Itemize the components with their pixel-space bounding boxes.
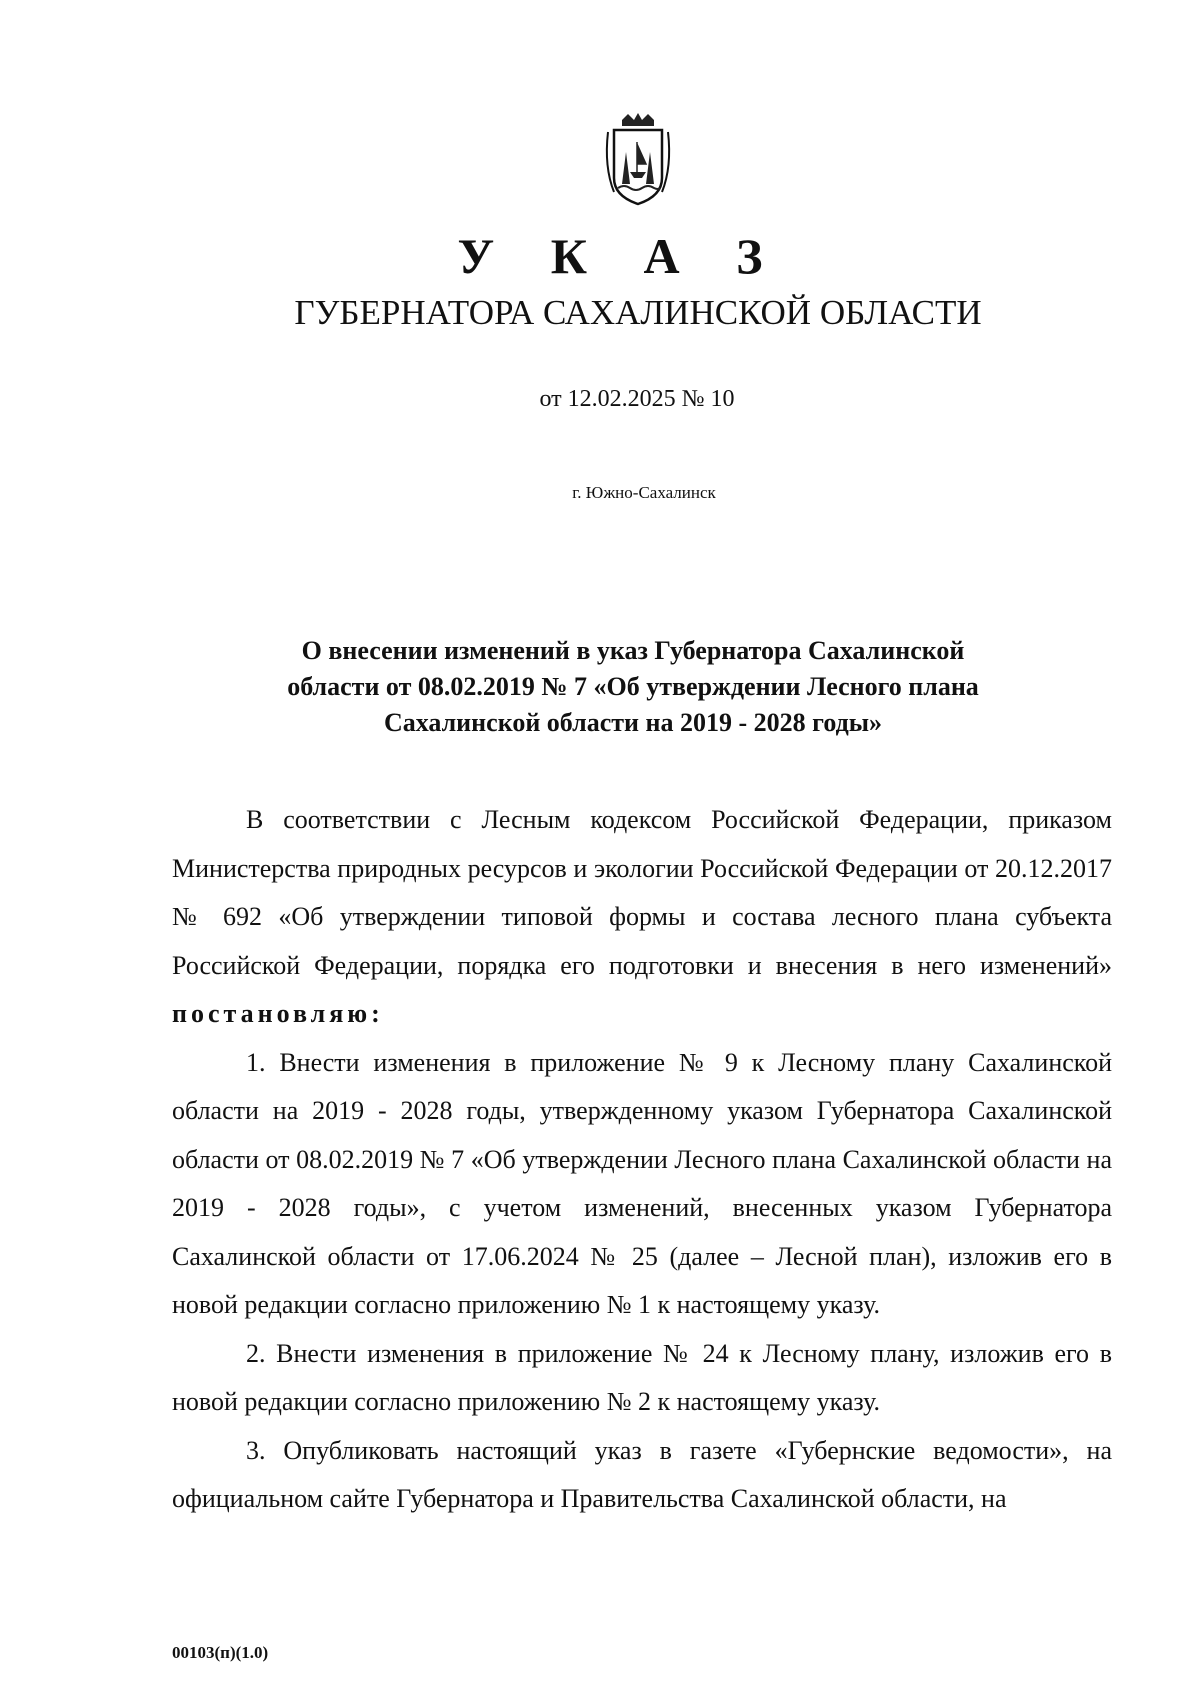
city-line: г. Южно-Сахалинск (572, 483, 716, 502)
item-1-paragraph: 1. Внести изменения в приложение № 9 к Лесному плану Сахалинской области на 2019 - 2028 годы, утвержденному указом Губернатора Сахалинской области от 08.02.2019 № 7 «Об утверждении Лесного плана Сахалинской области на 2019 - 2028 годы», с учетом изменений, внесенных указом Губернатора Сахалинской области от 17.06.2024 № 25 (далее – Лесной план), изложив его в новой редакции согласно приложению № 1 к настоящему указу. (172, 1047, 1112, 1319)
issuer-title: ГУБЕРНАТОРА САХАЛИНСКОЙ ОБЛАСТИ (294, 293, 982, 332)
resolve-word: постановляю: (172, 999, 384, 1028)
document-heading (220, 633, 1046, 741)
item-2-paragraph: 2. Внести изменения в приложение № 24 к Лесному плану, изложив его в новой редакции согласно приложению № 2 к настоящему указу. (172, 1338, 1112, 1416)
heading-line: Сахалинской области на 2019 - 2028 годы» (383, 708, 883, 737)
preamble-paragraph (172, 796, 1112, 1039)
document-body (172, 796, 1112, 1524)
preamble-text: В соответствии с Лесным кодексом Российской Федерации, приказом Министерства природных ресурсов и экологии Российской Федерации от 20.12.2017 № 692 «Об утверждении типовой формы и состава лесного плана субъекта Российской Федерации, порядка его подготовки и внесения в него изменений» (172, 805, 1112, 980)
item-3-paragraph: 3. Опубликовать настоящий указ в газете «Губернские ведомости», на официальном сайте Губернатора и Правительства Сахалинской области, на (172, 1435, 1112, 1513)
form-code: 00103(п)(1.0) (172, 1643, 269, 1662)
document-type-title: У К А З (457, 228, 785, 284)
date-and-number: от 12.02.2025 № 10 (539, 386, 735, 412)
heading-line: области от 08.02.2019 № 7 «Об утверждении Лесного плана (287, 672, 979, 701)
coat-of-arms-icon (600, 112, 676, 206)
heading-line: О внесении изменений в указ Губернатора Сахалинской (301, 636, 965, 665)
